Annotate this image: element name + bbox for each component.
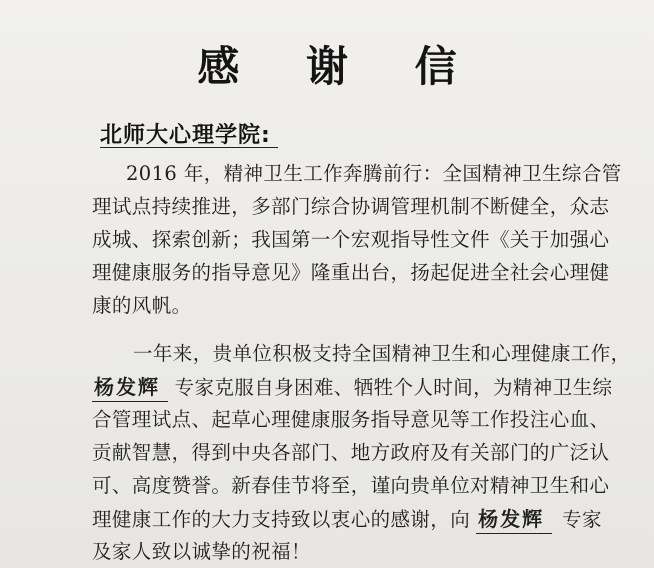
paragraph2-line5: 可、高度赞誉。新春佳节将至，谨向贵单位对精神卫生和心: [92, 474, 610, 497]
expert-name: 杨发辉: [476, 507, 552, 534]
paragraph1-line1: 2016 年，精神卫生工作奔腾前行：全国精神卫生综合管: [126, 162, 622, 185]
paragraph1-line2: 理试点持续推进，多部门综合协调管理机制不断健全，众志: [92, 195, 610, 218]
paragraph1-line5: 康的风帆。: [92, 294, 192, 317]
expert-name: 杨发辉: [92, 375, 168, 402]
paragraph2-line2: [92, 373, 612, 402]
paragraph2-line3: 合管理试点、起草心理健康服务指导意见等工作投注心血、: [92, 408, 610, 431]
paragraph2-line1: 一年来，贵单位积极支持全国精神卫生和心理健康工作，: [133, 342, 631, 365]
paragraph2-line2-text: 专家克服自身困难、牺牲个人时间，为精神卫生综: [174, 376, 613, 399]
paragraph1-line4: 理健康服务的指导意见》隆重出台，扬起促进全社会心理健: [92, 261, 610, 284]
paragraph1-line3: 成城、探索创新；我国第一个宏观指导性文件《关于加强心: [92, 228, 610, 251]
paragraph2-line6: [92, 505, 602, 534]
letter-title: 感 谢 信: [197, 42, 483, 91]
paragraph2-line4: 贡献智慧，得到中央各部门、地方政府及有关部门的广泛认: [92, 441, 610, 464]
recipient-underline: [100, 147, 278, 148]
recipient-line: 北师大心理学院:: [100, 123, 271, 148]
paragraph2-line7: 及家人致以诚挚的祝福！: [92, 540, 311, 563]
paragraph2-line6-end: 专家: [562, 508, 602, 531]
paragraph2-line6-text: 理健康工作的大力支持致以衷心的感谢，向: [92, 508, 471, 531]
